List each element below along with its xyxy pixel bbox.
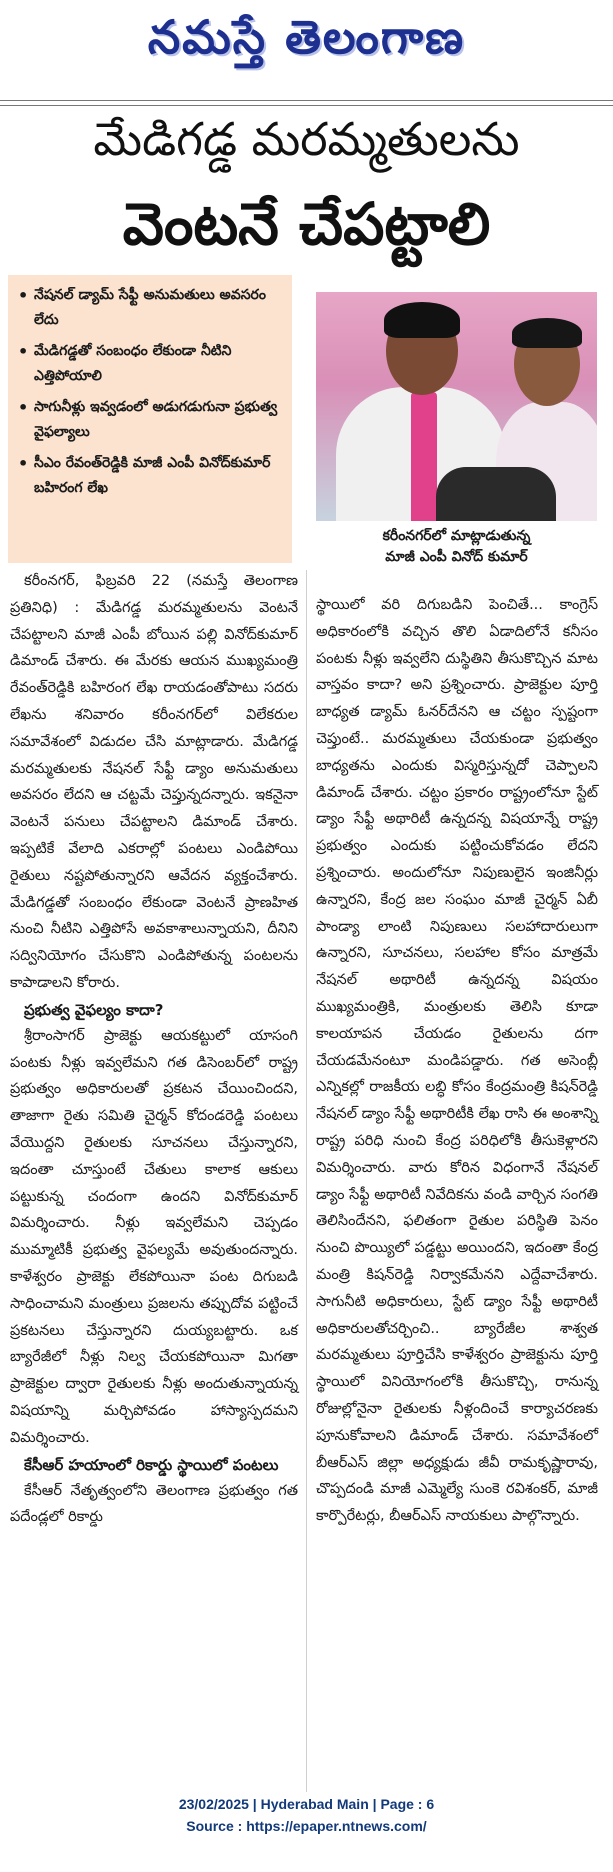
article-column-right (316, 592, 598, 1530)
article-paragraph: కరీంనగర్, ఫిబ్రవరి 22 (నమస్తే తెలంగాణ ప్రతినిధి) : మేడిగడ్డ మరమ్మతులను వెంటనే చేపట్టాలని మాజీ ఎంపీ బోయిన పల్లి వినోద్‌కుమార్ డిమాండ్ చేశారు. ఈ మేరకు ఆయన ముఖ్యమంత్రి రేవంత్‌రెడ్డికి బహిరంగ లేఖ రాయడంతోపాటు సదరు లేఖను శనివారం కరీంనగర్‌లో విలేకరుల సమావేశంలో విడుదల చేసి మాట్లాడారు. మేడిగడ్డ మరమ్మతులకు నేషనల్ సేఫ్టీ డ్యాం అనుమతులు అవసరం లేదని ఆ చట్టమే చెప్తున్నదన్నారు. ఇకనైనా వెంటనే పనులు చేపట్టాలని డిమాండ్ చేశారు. ఇప్పటికే వేలాది ఎకరాల్లో పంటలు ఎండిపోయి రైతులు నష్టపోతున్నారని ఆవేదన వ్యక్తంచేశారు. మేడిగడ్డతో సంబంధం లేకుండా వెంటనే ప్రాణహిత నుంచి నీటిని ఎత్తిపోసే అవకాశాలున్నాయని, దీనిని సద్వినియోగం చేసుకొని ఎండిపోతున్న పంటలను కాపాడాలని కోరారు. (10, 573, 298, 991)
highlight-text: మేడిగడ్డతో సంబంధం లేకుండా నీటిని ఎత్తిపోయాలి (34, 343, 232, 384)
news-photo (316, 292, 597, 521)
highlights-box (8, 275, 292, 563)
photo-figure-hair (512, 318, 582, 348)
bullet-icon: • (18, 342, 29, 361)
footer-source-link[interactable]: Source : https://epaper.ntnews.com/ (186, 1818, 427, 1834)
article-column-left (10, 568, 298, 1531)
highlight-text: నేషనల్ డ్యామ్ సేఫ్టీ అనుమతులు అవసరం లేదు (34, 287, 266, 328)
highlight-item (16, 451, 286, 501)
article-paragraph: శ్రీరాంసాగర్ ప్రాజెక్టు ఆయకట్టులో యాసంగి పంటకు నీళ్లు ఇవ్వలేమని గత డిసెంబర్‌లో రాష్ట్ర ప్రభుత్వం అధికారులతో ప్రకటన చేయించిందని, తాజాగా రైతు సమితి చైర్మన్ కోదండరెడ్డి పంటలు వేయొద్దని రైతులకు సూచనలు చేస్తున్నారని, ఇదంతా చూస్తుంటే చేతులు కాలాక ఆకులు పట్టుకున్న చందంగా ఉందని వినోద్‌కుమార్ విమర్శించారు. నీళ్లు ఇవ్వలేమని చెప్పడం ముమ్మాటికీ ప్రభుత్వ వైఫల్యమే అవుతుందన్నారు. కాళేశ్వరం ప్రాజెక్టు లేకపోయినా పంట దిగుబడి సాధించామని మంత్రులు ప్రజలను తప్పుదోవ పట్టించే ప్రకటనలు చేస్తున్నారని దుయ్యబట్టారు. ఒక బ్యారేజీలో నీళ్లు నిల్వ చేయకపోయినా మిగతా ప్రాజెక్టుల ద్వారా రైతులకు నీళ్లు అందుతున్నాయన్న విషయాన్ని మర్చిపోవడం హాస్యాస్పదమని విమర్శించారు. (10, 1027, 298, 1446)
photo-caption (316, 526, 597, 568)
bullet-icon: • (18, 454, 29, 473)
masthead-logo: నమస్తే తెలంగాణ (147, 10, 466, 64)
highlight-item (16, 339, 286, 389)
masthead (0, 0, 613, 100)
caption-line-1: కరీంనగర్‌లో మాట్లాడుతున్న (382, 528, 531, 544)
microphones (436, 467, 556, 521)
bullet-icon: • (18, 286, 29, 305)
article-paragraph: స్థాయిలో వరి దిగుబడిని పెంచితే... కాంగ్రెస్ అధికారంలోకి వచ్చిన తొలి ఏడాదిలోనే కనీసం పంటకు నీళ్లు ఇవ్వలేని దుస్థితిని తీసుకొచ్చిన మాట వాస్తవం కాదా? అని ప్రశ్నించారు. ప్రాజెక్టుల పూర్తి బాధ్యత డ్యామ్ ఓనర్‌దేనని ఆ చట్టం స్పష్టంగా చెప్తుంటే.. మరమ్మతులు చేయకుండా ప్రభుత్వం బాధ్యతను ఎందుకు విస్మరిస్తున్నదో చెప్పాలని డిమాండ్ చేశారు. చట్టం ప్రకారం రాష్ట్రంలోనూ స్టేట్ డ్యాం సేఫ్టీ అథారిటీ ఉన్నదన్న విషయాన్నే రాష్ట్ర ప్రభుత్వం ఎందుకు పట్టించుకోవడం లేదని ప్రశ్నించారు. అందులోనూ నిపుణులైన ఇంజినీర్లు ఉన్నారని, కేంద్ర జల సంఘం మాజీ చైర్మన్ ఏబీ పాండ్యా లాంటి నిపుణులు సలహాదారులుగా ఉన్నారని, సూచనలు, సలహాల కోసం మాత్రమే నేషనల్ అథారిటీ ఉన్నదన్న విషయం ముఖ్యమంత్రికి, మంత్రులకు తెలిసి కూడా కాలయాపన చేయడం రైతులను దగా చేయడమేనంటూ మండిపడ్డారు. గత అసెంబ్లీ ఎన్నికల్లో రాజకీయ లబ్ధి కోసం కేంద్రమంత్రి కిషన్‌రెడ్డి నేషనల్ డ్యాం సేఫ్టీ అథారిటీకి లేఖ రాసి ఈ అంశాన్ని రాష్ట్ర పరిధి నుంచి కేంద్ర పరిధిలోకి తీసుకెళ్లారని విమర్శించారు. వారు కోరిన విధంగానే నేషనల్ డ్యాం సేఫ్టీ అథారిటీ నివేదికను వండి వార్చిన సంగతి తెలిసిందేనని, ఫలితంగా రైతుల పరిస్థితి పెనం నుంచి పొయ్యిలో పడ్డట్టు అయిందని, ఇదంతా కేంద్ర మంత్రి కిషన్‌రెడ్డి నిర్వాకమేనని ఎద్దేవాచేశారు. సాగునీటి అధికారులు, స్టేట్ డ్యాం సేఫ్టీ అథారిటీ అధికారులతోచర్చించి.. బ్యారేజీల శాశ్వత మరమ్మతులు పూర్తిచేసి కాళేశ్వరం ప్రాజెక్టును పూర్తి స్థాయిలో వినియోగంలోకి తీసుకొచ్చి, రానున్న రోజుల్లోనైనా రైతులకు నీళ్లందించే కార్యాచరణకు పూనుకోవాలని డిమాండ్ చేశారు. సమావేశంలో బీఆర్ఎస్ జిల్లా అధ్యక్షుడు జీవీ రామకృష్ణారావు, చొప్పదండి మాజీ ఎమ్మెల్యే సుంకె రవిశంకర్, మాజీ కార్పొరేటర్లు, బీఆర్ఎస్ నాయకులు పాల్గొన్నారు. (316, 597, 598, 1525)
article-subheading: కేసీఆర్ హయాంలో రికార్డు స్థాయిలో పంటలు (24, 1455, 279, 1474)
footer-edition-info: 23/02/2025 | Hyderabad Main | Page : 6 (178, 1796, 435, 1812)
highlight-item (16, 395, 286, 445)
article-paragraph: కేసీఆర్ నేతృత్వంలోని తెలంగాణ ప్రభుత్వం గత పదేండ్లలో రికార్డు (10, 1482, 298, 1526)
caption-line-2: మాజీ ఎంపీ వినోద్ కుమార్ (385, 549, 528, 565)
bullet-icon: • (18, 398, 29, 417)
photo-scarf (411, 392, 437, 521)
headline-line-1: మేడిగడ్డ మరమ్మతులను (93, 112, 520, 166)
column-divider (306, 570, 307, 1792)
highlight-item (16, 283, 286, 333)
photo-figure-hair (384, 302, 460, 338)
highlight-text: సాగునీళ్లు ఇవ్వడంలో అడుగడుగునా ప్రభుత్వ వైఫల్యాలు (34, 399, 278, 440)
highlight-text: సీఎం రేవంత్‌రెడ్డికి మాజీ ఎంపీ వినోద్‌కుమార్ బహిరంగ లేఖ (34, 455, 271, 496)
headline-line-2: వెంటనే చేపట్టాలి (122, 190, 491, 258)
article-subheading: ప్రభుత్వ వైఫల్యం కాదా? (24, 1000, 164, 1019)
masthead-rule (0, 100, 613, 106)
